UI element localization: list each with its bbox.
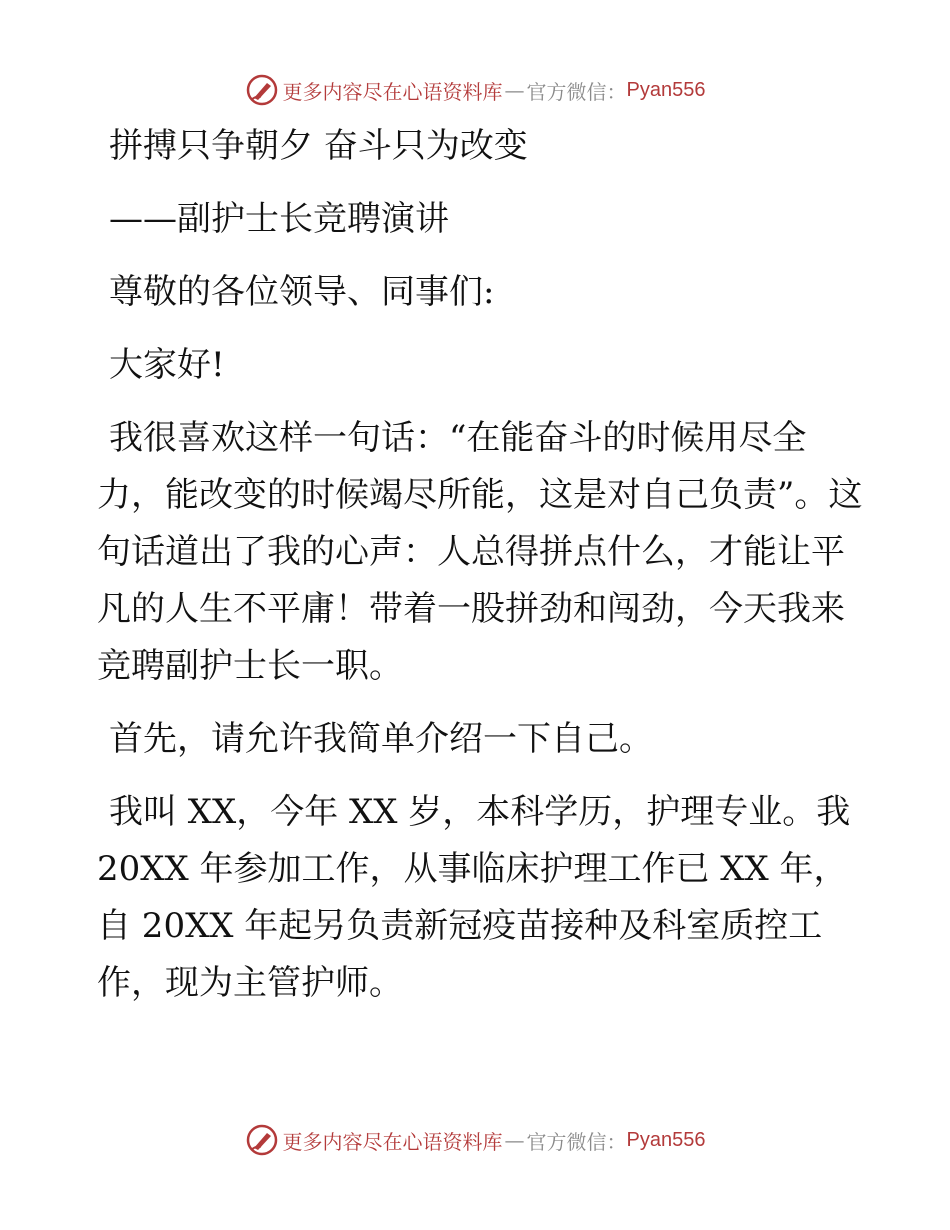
document-title: 拼搏只争朝夕 奋斗只为改变	[109, 126, 528, 166]
banner-site-text: 更多内容尽在心语资料库	[282, 1129, 503, 1154]
footer-watermark-banner	[0, 1120, 950, 1160]
header-watermark-banner	[0, 70, 950, 110]
banner-dash: —	[504, 1128, 525, 1152]
banner-wechat-label: 官方微信：	[526, 1129, 627, 1154]
paragraph-self-intro: 首先，请允许我简单介绍一下自己。	[109, 719, 653, 759]
banner-wechat-label: 官方微信：	[526, 79, 627, 104]
paragraph-background: 我叫 XX，今年 XX 岁，本科学历，护理专业。我 20XX 年参加工作，从事临床护理工作已 XX 年，自 20XX 年起另负责新冠疫苗接种及科室质控工作，现为主管护师。	[97, 792, 851, 1003]
banner-dash: —	[504, 78, 525, 102]
banner-wechat-id: Pyan556	[626, 1128, 706, 1151]
salutation: 尊敬的各位领导、同事们:	[109, 272, 495, 312]
quill-pen-logo-icon	[245, 73, 279, 107]
quill-pen-logo-icon	[245, 1123, 279, 1157]
document-subtitle: ——副护士长竞聘演讲	[109, 199, 449, 239]
greeting: 大家好!	[109, 345, 225, 385]
paragraph-intro-quote: 我很喜欢这样一句话：“在能奋斗的时候用尽全力，能改变的时候竭尽所能，这是对自己负责”。这句话道出了我的心声：人总得拼点什么，才能让平凡的人生不平庸！带着一股拼劲和闯劲，今天我来竞聘副护士长一职。	[97, 418, 863, 686]
banner-site-text: 更多内容尽在心语资料库	[282, 79, 503, 104]
banner-wechat-id: Pyan556	[626, 78, 706, 101]
document-body	[97, 118, 867, 1028]
